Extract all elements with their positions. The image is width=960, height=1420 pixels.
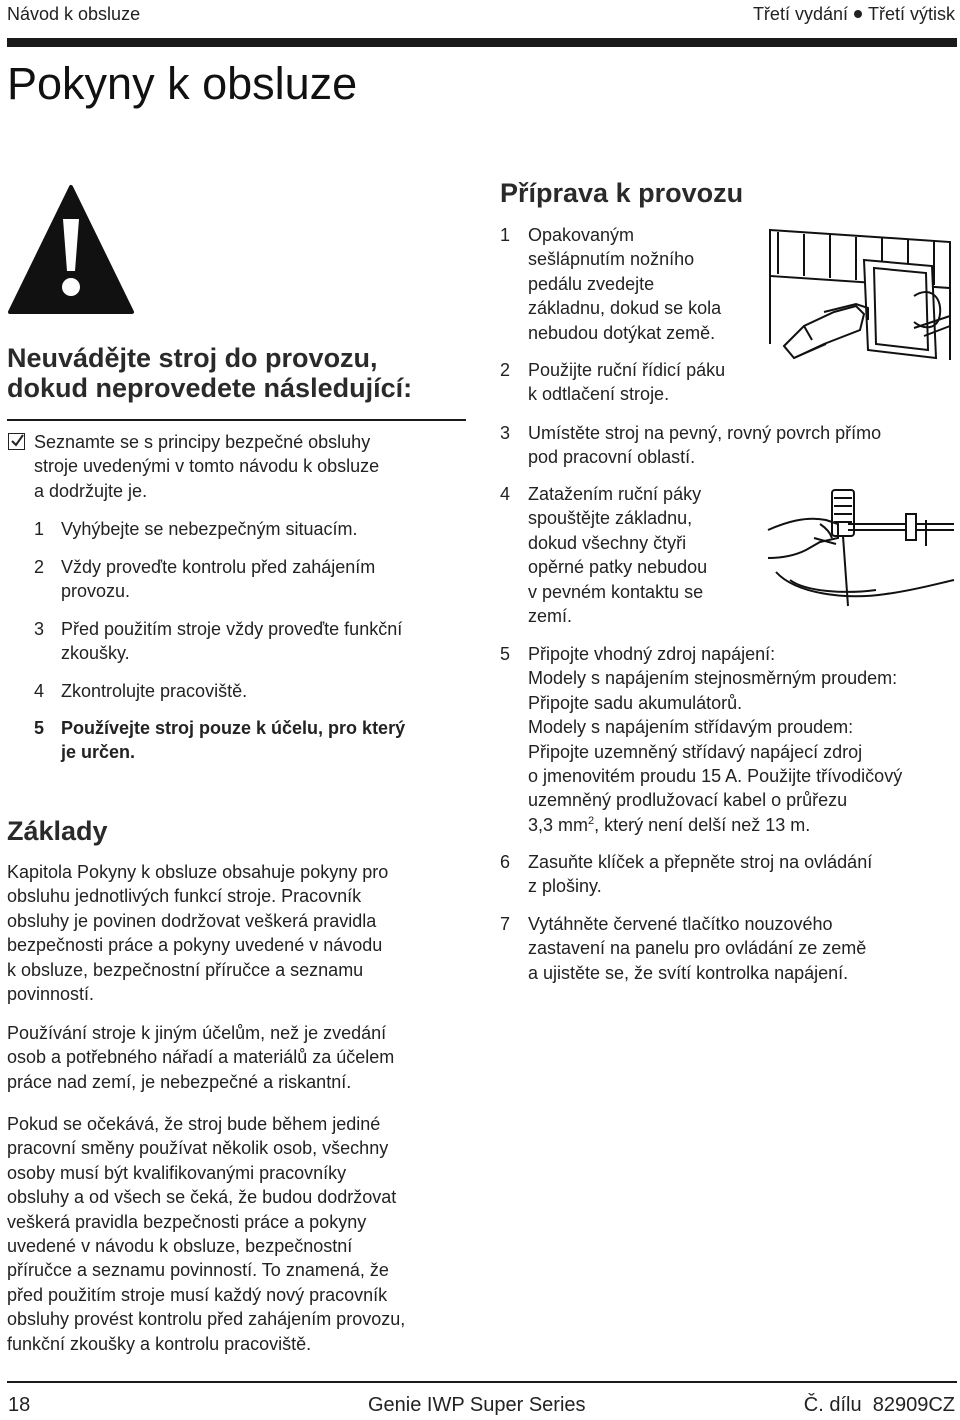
- warning-heading-line: Neuvádějte stroj do provozu,: [7, 343, 378, 373]
- paragraph-line: pracovní směny používat několik osob, všechny: [7, 1138, 389, 1159]
- step-line: pod pracovní oblastí.: [528, 447, 696, 468]
- paragraph-line: osob a potřebného nářadí a materiálů za účelem: [7, 1047, 395, 1068]
- warning-triangle-icon: [7, 183, 135, 316]
- paragraph-line: veškerá pravidla bezpečnosti práce a pokyny: [7, 1211, 367, 1232]
- prep-step: [500, 421, 950, 470]
- rule-number: 3: [34, 619, 45, 639]
- paragraph-line: obsluhy a od všech se čeká, že budou dodržovat: [7, 1187, 397, 1208]
- rule-number: 4: [34, 681, 45, 701]
- rule-text: zkoušky.: [61, 643, 130, 664]
- paragraph-line: Používání stroje k jiným účelům, než je zvedání: [7, 1023, 387, 1043]
- page-title: Pokyny k obsluze: [7, 58, 358, 109]
- prep-step: [500, 850, 950, 899]
- rule-number: 2: [34, 557, 45, 577]
- rule-text: provozu.: [61, 581, 131, 602]
- rule-text: Vždy proveďte kontrolu před zahájením: [61, 557, 376, 577]
- footer-rule: [7, 1381, 957, 1383]
- checklist-line: Seznamte se s principy bezpečné obsluhy: [34, 432, 371, 452]
- paragraph-line: bezpečnosti práce a pokyny uvedené v návodu: [7, 935, 383, 956]
- rule-item: [34, 679, 494, 703]
- step-line: zastavení na panelu pro ovládání ze země: [528, 938, 867, 959]
- step-line: Připojte sadu akumulátorů.: [528, 692, 743, 713]
- page-number: 18: [8, 1394, 31, 1416]
- step-line: v pevném kontaktu se: [528, 581, 704, 602]
- step-line: uzemněný prodlužovací kabel o průřezu: [528, 790, 848, 811]
- rule-number: 5: [34, 718, 45, 738]
- step-line: z plošiny.: [528, 876, 602, 897]
- section-divider: [7, 419, 466, 421]
- step-line: Připojte uzemněný střídavý napájecí zdroj: [528, 741, 863, 762]
- step-line: Použijte ruční řídicí páku: [528, 360, 726, 380]
- paragraph-line: funkční zkoušky a kontrolu pracoviště.: [7, 1333, 312, 1354]
- paragraph-line: obsluhy provést kontrolu před zahájením provozu,: [7, 1309, 406, 1330]
- paragraph-line: práce nad zemí, je nebezpečné a riskantní.: [7, 1071, 352, 1092]
- step-number: 4: [500, 484, 511, 504]
- step-line: sešlápnutím nožního: [528, 249, 695, 270]
- section-title-preparation: Příprava k provozu: [500, 178, 744, 208]
- rule-text: Vyhýbejte se nebezpečným situacím.: [61, 519, 358, 539]
- rule-item: [34, 716, 494, 765]
- step-line: Modely s napájením střídavým proudem:: [528, 717, 854, 738]
- step-line: pedálu zvedejte: [528, 273, 655, 294]
- step-line: [528, 813, 950, 837]
- rule-item: [34, 555, 494, 604]
- checklist-text: [34, 430, 464, 503]
- paragraph-line: obsluhy je povinen dodržovat veškerá pravidla: [7, 910, 377, 931]
- step-line: základnu, dokud se kola: [528, 298, 722, 319]
- step-text: , který není delší než 13 m.: [594, 814, 811, 835]
- warning-heading-line: dokud neprovedete následující:: [7, 373, 413, 403]
- foot-pedal-illustration: [764, 226, 956, 366]
- step-line: nebudou dotýkat země.: [528, 322, 716, 343]
- paragraph-line: Kapitola Pokyny k obsluze obsahuje pokyny pro: [7, 862, 389, 882]
- basics-paragraph-2: [7, 1021, 457, 1094]
- prep-step: [500, 642, 950, 837]
- prep-step: [500, 223, 770, 345]
- edition-label: Třetí vydání: [752, 4, 848, 24]
- paragraph-line: uvedené v návodu k obsluze, bezpečnostní: [7, 1236, 353, 1257]
- step-line: opěrné patky nebudou: [528, 557, 708, 578]
- step-number: 3: [500, 423, 511, 443]
- step-number: 7: [500, 914, 511, 934]
- rule-text: je určen.: [61, 742, 136, 763]
- checkbox-checked-icon: [8, 433, 25, 450]
- bullet-icon: [854, 10, 862, 18]
- step-line: zemí.: [528, 606, 573, 627]
- paragraph-line: příručce a seznamu povinností. To znamená, že: [7, 1260, 389, 1281]
- rule-text: Používejte stroj pouze k účelu, pro který: [61, 718, 406, 738]
- prep-step: [500, 358, 770, 407]
- rule-number: 1: [34, 519, 45, 539]
- paragraph-line: obsluhu jednotlivých funkcí stroje. Pracovník: [7, 886, 362, 907]
- step-line: dokud všechny čtyři: [528, 532, 687, 553]
- paragraph-line: osoby musí být kvalifikovanými pracovníky: [7, 1162, 347, 1183]
- step-number: 2: [500, 360, 511, 380]
- step-number: 1: [500, 225, 511, 245]
- paragraph-line: povinností.: [7, 984, 95, 1005]
- step-line: Zasuňte klíček a přepněte stroj na ovládání: [528, 852, 873, 872]
- rule-text: Zkontrolujte pracoviště.: [61, 681, 248, 701]
- rule-item: [34, 617, 494, 666]
- step-number: 6: [500, 852, 511, 872]
- paragraph-line: Pokud se očekává, že stroj bude během jediné: [7, 1114, 381, 1134]
- step-text: 3,3 mm: [528, 814, 589, 835]
- checklist-line: stroje uvedenými v tomto návodu k obsluze: [34, 456, 380, 477]
- header-rule: [7, 38, 957, 47]
- product-name: Genie IWP Super Series: [368, 1394, 586, 1416]
- superscript: 2: [588, 814, 595, 827]
- printing-label: Třetí výtisk: [867, 4, 955, 24]
- prep-step: [500, 482, 750, 628]
- running-header-title: Návod k obsluze: [7, 4, 141, 24]
- step-line: spouštějte základnu,: [528, 508, 693, 529]
- step-line: a ujistěte se, že svítí kontrolka napájení.: [528, 962, 849, 983]
- rule-text: Před použitím stroje vždy proveďte funkční: [61, 619, 403, 639]
- step-line: k odtlačení stroje.: [528, 384, 670, 405]
- checklist-line: a dodržujte je.: [34, 480, 148, 501]
- basics-paragraph-3: [7, 1112, 457, 1356]
- step-line: Vytáhněte červené tlačítko nouzového: [528, 914, 833, 934]
- step-number: 5: [500, 644, 511, 664]
- step-line: Modely s napájením stejnosměrným proudem:: [528, 668, 898, 689]
- basics-paragraph-1: [7, 860, 457, 1006]
- step-line: Opakovaným: [528, 225, 635, 245]
- section-title-basics: Základy: [7, 816, 108, 846]
- paragraph-line: před použitím stroje musí každý nový pracovník: [7, 1284, 388, 1305]
- paragraph-line: k obsluze, bezpečnostní příručce a seznamu: [7, 959, 364, 980]
- step-line: Připojte vhodný zdroj napájení:: [528, 644, 776, 664]
- rule-item: [34, 517, 494, 541]
- step-line: Zatažením ruční páky: [528, 484, 702, 504]
- part-number: Č. dílu 82909CZ: [803, 1394, 955, 1416]
- running-header-edition: [753, 3, 955, 25]
- step-line: o jmenovitém proudu 15 A. Použijte třívodičový: [528, 766, 903, 787]
- hand-lever-illustration: [766, 484, 956, 614]
- warning-heading: [7, 343, 467, 403]
- step-line: Umístěte stroj na pevný, rovný povrch přímo: [528, 423, 882, 443]
- prep-step: [500, 912, 950, 985]
